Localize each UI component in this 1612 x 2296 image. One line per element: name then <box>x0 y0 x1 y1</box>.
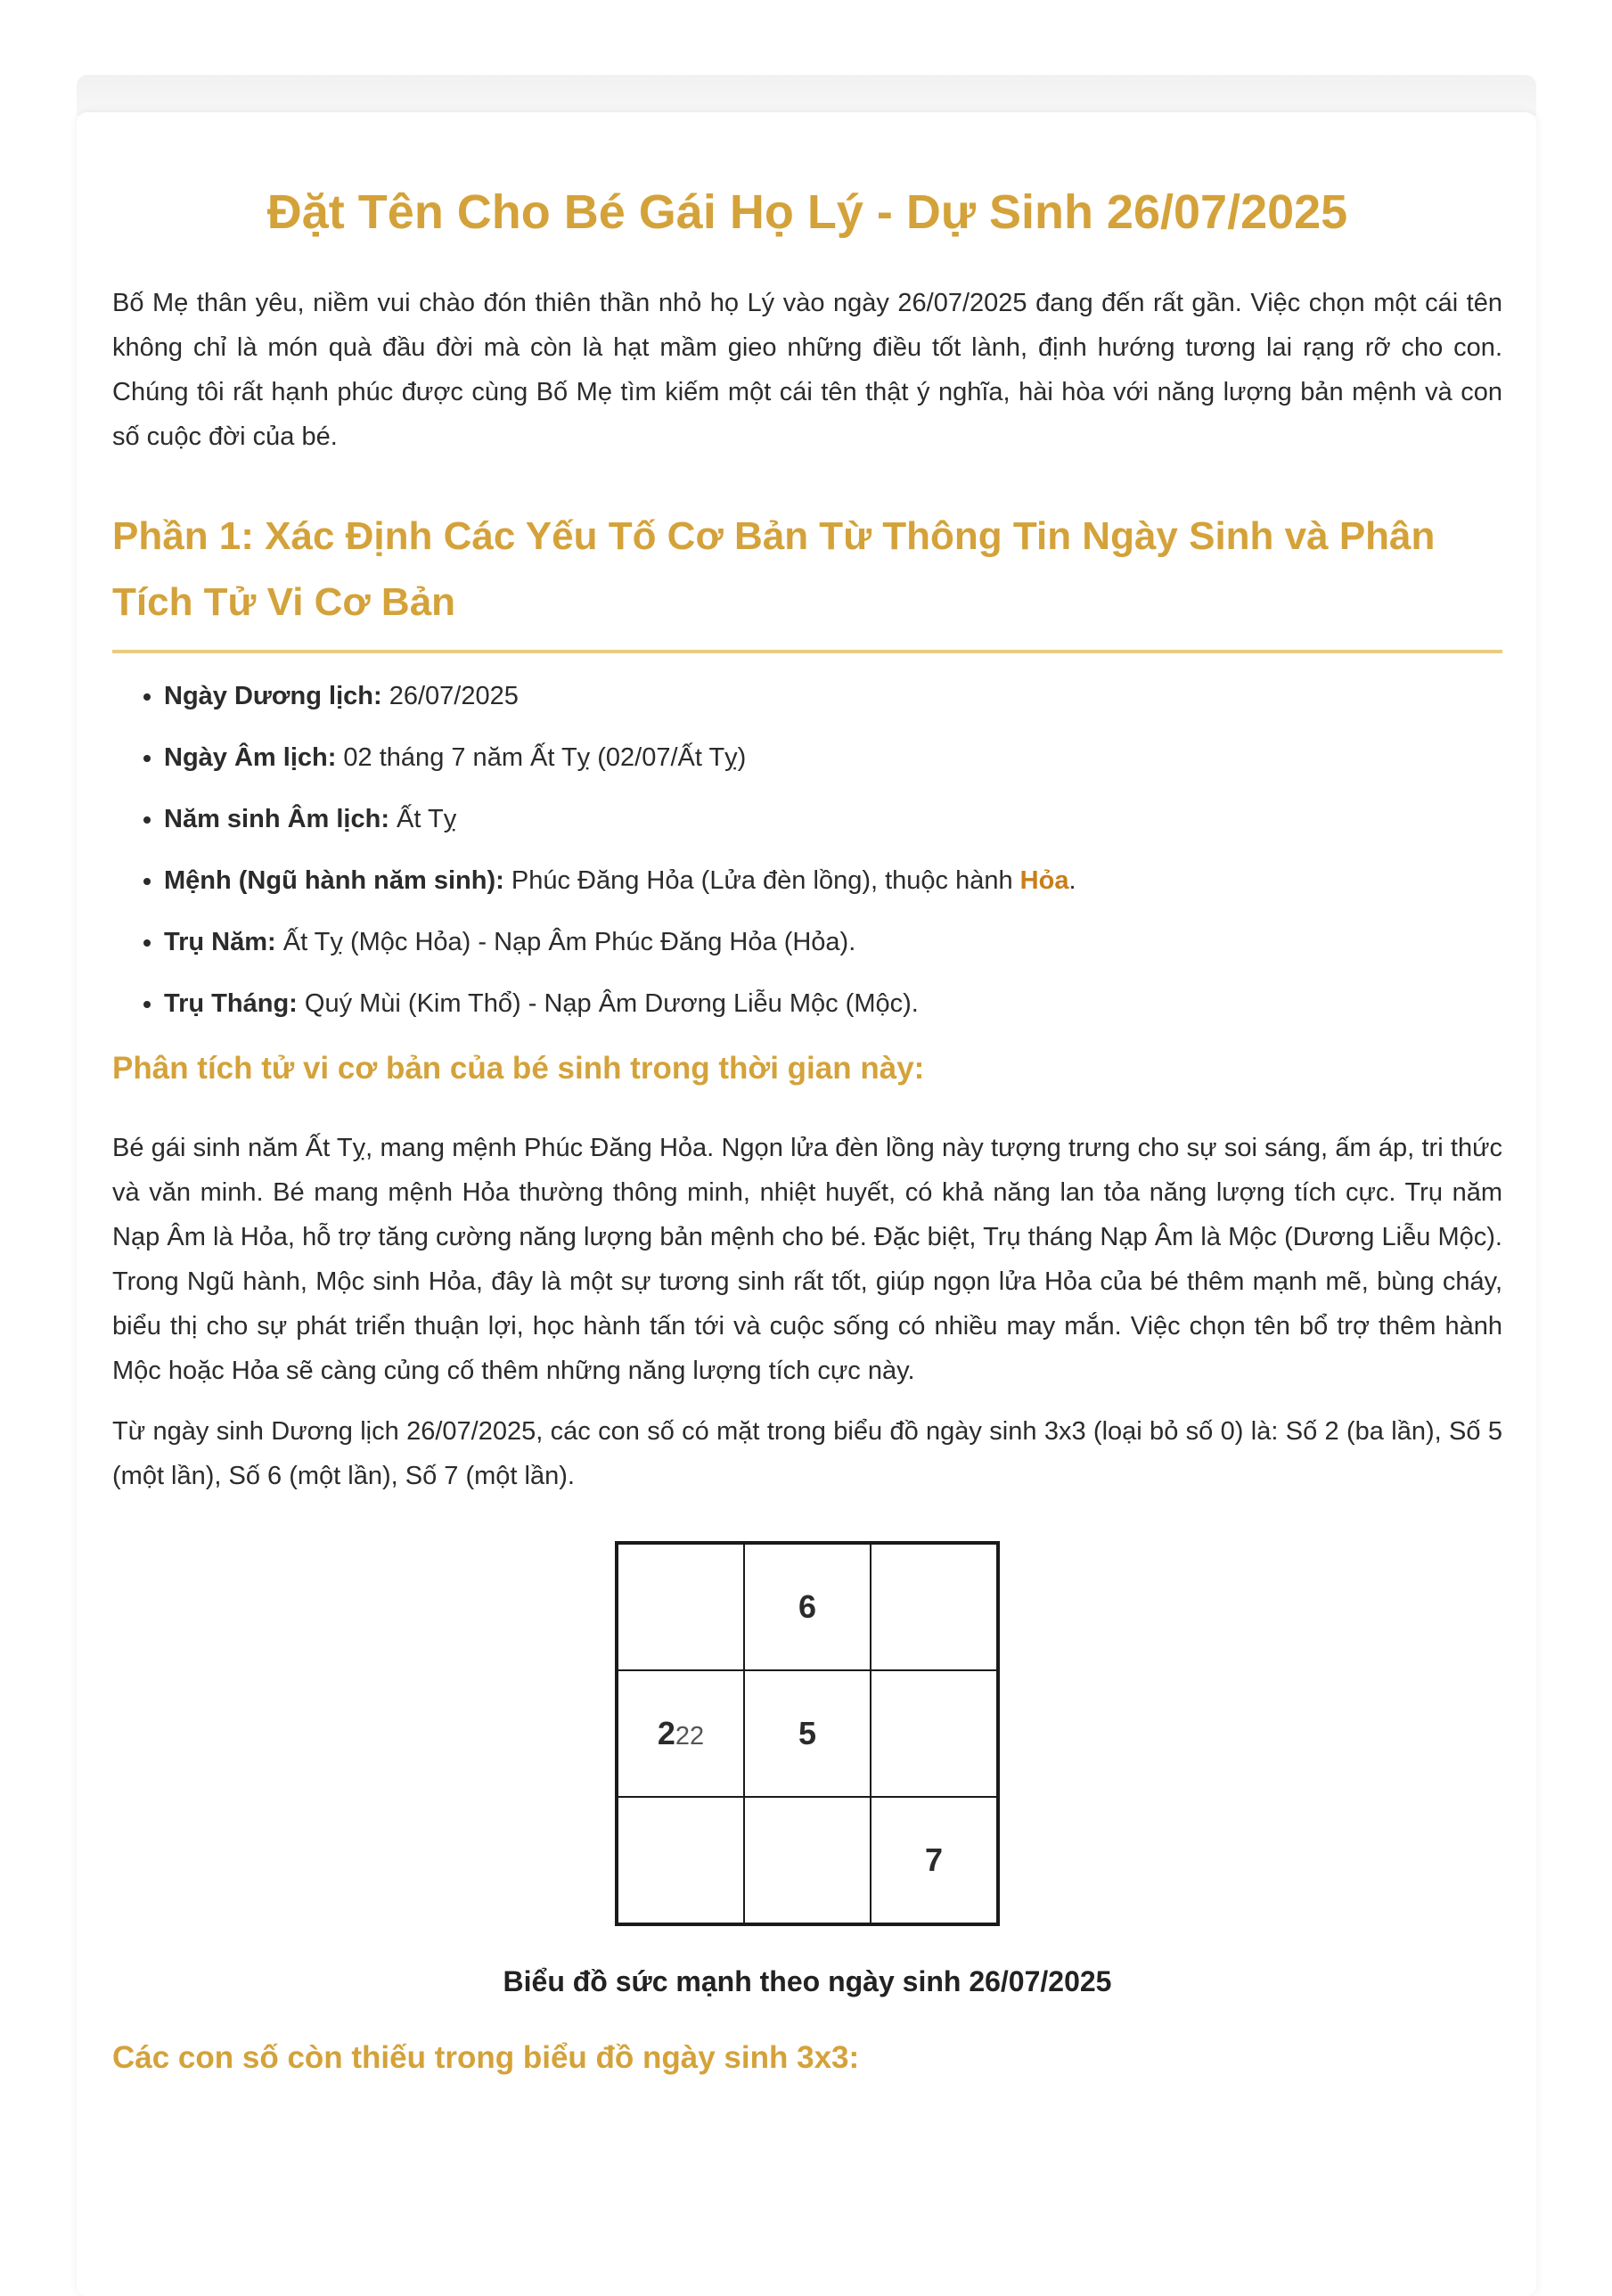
article-card <box>77 112 1536 2296</box>
grid-cell: 222 <box>617 1670 744 1797</box>
fact-label: Trụ Năm: <box>164 927 276 956</box>
fact-label: Ngày Dương lịch: <box>164 681 382 710</box>
grid-row <box>617 1543 998 1670</box>
grid-cell <box>617 1797 744 1924</box>
birth-chart-wrapper <box>615 1541 1000 1926</box>
fact-label: Ngày Âm lịch: <box>164 742 337 772</box>
fact-label: Trụ Tháng: <box>164 988 298 1018</box>
grid-cell: 5 <box>744 1670 871 1797</box>
fact-value: Phúc Đăng Hỏa (Lửa đèn lồng), thuộc hành <box>503 865 1020 895</box>
grid-cell <box>617 1543 744 1670</box>
page-top-band <box>77 75 1536 116</box>
numbers-paragraph: Từ ngày sinh Dương lịch 26/07/2025, các con số có mặt trong biểu đồ ngày sinh 3x3 (loại bỏ số 0) là: Số 2 (ba lần), Số 5 (một lần), Số 6 (một lần), Số 7 (một lần). <box>112 1416 1502 1490</box>
fact-value: 02 tháng 7 năm Ất Tỵ (02/07/Ất Tỵ) <box>336 742 747 772</box>
fact-item-lunar-date <box>164 740 1502 775</box>
page-title: Đặt Tên Cho Bé Gái Họ Lý - Dự Sinh 26/07/2025 <box>266 185 1348 239</box>
fact-value: Ất Tỵ (Mộc Hỏa) - Nạp Âm Phúc Đăng Hỏa (Hỏa). <box>275 927 856 956</box>
analysis-paragraph: Bé gái sinh năm Ất Tỵ, mang mệnh Phúc Đăng Hỏa. Ngọn lửa đèn lồng này tượng trưng cho sự soi sáng, ấm áp, tri thức và văn minh. Bé mang mệnh Hỏa thường thông minh, nhiệt huyết, có khả năng lan tỏa năng lượng tích cực. Trụ năm Nạp Âm là Hỏa, hỗ trợ tăng cường năng lượng bản mệnh cho bé. Đặc biệt, Trụ tháng Nạp Âm là Mộc (Dương Liễu Mộc). Trong Ngũ hành, Mộc sinh Hỏa, đây là một sự tương sinh rất tốt, giúp ngọn lửa Hỏa của bé thêm mạnh mẽ, bùng cháy, biểu thị cho sự phát triển thuận lợi, học hành tấn tới và cuộc sống có nhiều may mắn. Việc chọn tên bổ trợ thêm hành Mộc hoặc Hỏa sẽ càng củng cố thêm những năng lượng tích cực này. <box>112 1133 1502 1385</box>
fact-item-month-pillar <box>164 986 1502 1021</box>
grid-cell: 6 <box>744 1543 871 1670</box>
facts-list <box>112 678 1502 1021</box>
fact-item-solar-date <box>164 678 1502 714</box>
fact-suffix: . <box>1068 865 1076 895</box>
fact-label: Năm sinh Âm lịch: <box>164 804 389 833</box>
grid-cell: 7 <box>871 1797 998 1924</box>
element-highlight: Hỏa <box>1019 865 1069 895</box>
grid-row <box>617 1797 998 1924</box>
grid-cell <box>744 1797 871 1924</box>
analysis-heading: Phân tích tử vi cơ bản của bé sinh trong thời gian này: <box>112 1050 925 1086</box>
fact-value: 26/07/2025 <box>381 681 519 710</box>
missing-numbers-heading: Các con số còn thiếu trong biểu đồ ngày sinh 3x3: <box>112 2039 860 2075</box>
fact-label: Mệnh (Ngũ hành năm sinh): <box>164 865 504 895</box>
fact-item-year-pillar <box>164 924 1502 960</box>
article-content <box>112 112 1502 2079</box>
grid-cell <box>871 1670 998 1797</box>
section-1-heading: Phần 1: Xác Định Các Yếu Tố Cơ Bản Từ Thông Tin Ngày Sinh và Phân Tích Tử Vi Cơ Bản <box>112 504 1502 653</box>
fact-item-element <box>164 863 1502 898</box>
grid-cell <box>871 1543 998 1670</box>
grid-row <box>617 1670 998 1797</box>
birth-chart-grid <box>615 1541 1000 1926</box>
fact-value: Ất Tỵ <box>389 804 457 833</box>
grid-caption: Biểu đồ sức mạnh theo ngày sinh 26/07/2025 <box>503 1964 1112 1997</box>
fact-item-lunar-year <box>164 801 1502 837</box>
intro-paragraph: Bố Mẹ thân yêu, niềm vui chào đón thiên thần nhỏ họ Lý vào ngày 26/07/2025 đang đến rất gần. Việc chọn một cái tên không chỉ là món quà đầu đời mà còn là hạt mầm gieo những điều tốt lành, định hướng tương lai rạng rỡ cho con. Chúng tôi rất hạnh phúc được cùng Bố Mẹ tìm kiếm một cái tên thật ý nghĩa, hài hòa với năng lượng bản mệnh và con số cuộc đời của bé. <box>112 288 1502 451</box>
fact-value: Quý Mùi (Kim Thổ) - Nạp Âm Dương Liễu Mộc (Mộc). <box>297 988 919 1018</box>
